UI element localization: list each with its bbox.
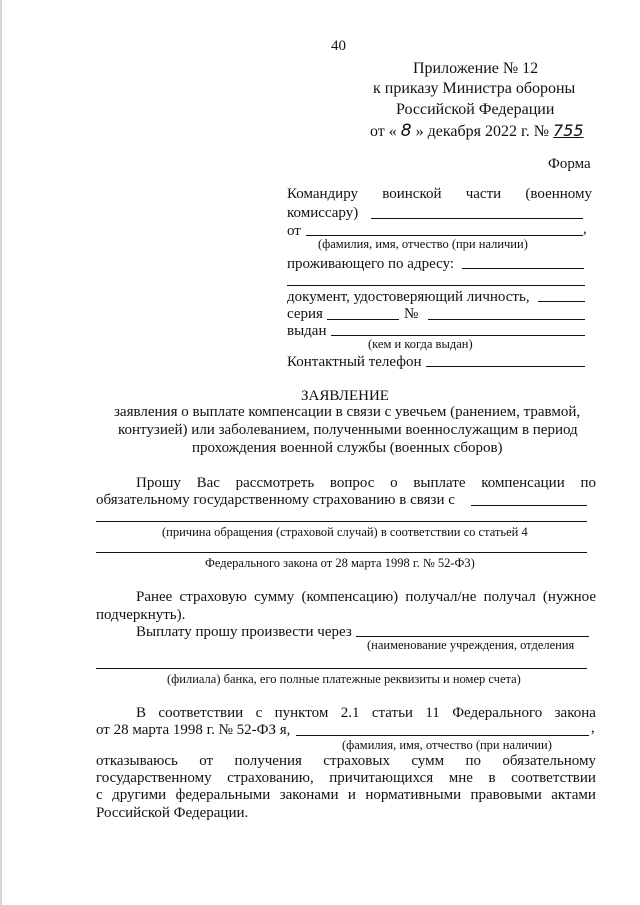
p2-word: получал: [483, 589, 536, 605]
para3-line4: [96, 770, 596, 787]
p3-word: другими: [112, 787, 167, 803]
p2-word: Ранее: [136, 589, 173, 605]
p3-word: причитающихся: [329, 770, 434, 786]
p1-word: о: [390, 475, 398, 491]
appendix-order-line: к приказу Министра обороны: [373, 80, 576, 97]
p2-word: (нужное: [542, 589, 596, 605]
p3-word: соответствии: [158, 705, 244, 721]
para3-line5: [96, 787, 596, 804]
address-field-1: [462, 268, 584, 269]
p3-word: государственному: [96, 770, 212, 786]
appendix-federation-line: Российской Федерации: [396, 101, 555, 118]
date-rest: » декабря 2022 г. №: [415, 123, 550, 140]
p1-word: по: [580, 475, 596, 491]
p3-word: страховых: [323, 753, 390, 769]
p1-word: компенсации: [481, 475, 565, 491]
p1-word: вопрос: [329, 475, 375, 491]
p3-word: получения: [234, 753, 302, 769]
series-label: серия: [287, 306, 323, 322]
p3-word: с: [96, 787, 103, 803]
p3-word: от: [199, 753, 214, 769]
statement-subtitle-1: заявления о выплате компенсации в связи с увечьем (ранением, травмой,: [114, 404, 581, 420]
number-field: [428, 319, 585, 320]
p3-word: Федерального: [452, 705, 543, 721]
p1-word: выплате: [413, 475, 466, 491]
law-hint: Федерального закона от 28 марта 1998 г. № 52-ФЗ): [205, 556, 475, 570]
p3-word: статьи: [371, 705, 413, 721]
p3-word: пунктом: [274, 705, 329, 721]
bank-hint-1: (наименование учреждения, отделения: [367, 638, 575, 652]
p3-word: страхованию,: [227, 770, 314, 786]
phone-label: Контактный телефон: [287, 354, 422, 370]
p3-word: законами: [279, 787, 339, 803]
bank-field-1: [356, 636, 589, 637]
p3-word: 11: [425, 705, 440, 721]
document-label: документ, удостоверяющий личность,: [287, 289, 530, 305]
issued-label: выдан: [287, 323, 327, 339]
bank-hint-2: (филиала) банка, его полные платежные реквизиты и номер счета): [167, 672, 521, 686]
fio-hint: (фамилия, имя, отчество (при наличии): [318, 237, 528, 251]
commissar-label: комиссару): [287, 205, 359, 221]
from-field: [306, 235, 583, 236]
para3-line2: от 28 марта 1998 г. № 52-ФЗ я,: [96, 722, 291, 738]
fio-comma: ,: [591, 720, 595, 736]
para3-line6: Российской Федерации.: [96, 805, 249, 821]
form-label: Форма: [548, 156, 591, 172]
number-label: №: [404, 306, 419, 322]
p3-word: 2.1: [340, 705, 360, 721]
reason-field-3: [96, 552, 587, 553]
para2-line3: Выплату прошу произвести через: [136, 624, 352, 640]
p1-word: Вас: [196, 475, 220, 491]
para1-line2: обязательному государственному страхованию в связи с: [96, 492, 455, 508]
word-military: воинской: [382, 186, 442, 202]
fio-hint-2: (фамилия, имя, отчество (при наличии): [342, 738, 552, 752]
address-field-2: [287, 285, 585, 286]
p3-word: сумм: [411, 753, 445, 769]
series-field: [327, 319, 399, 320]
word-unit: части: [465, 186, 502, 202]
from-label: от: [287, 223, 301, 239]
p1-word: рассмотреть: [235, 475, 315, 491]
p3-word: в: [488, 770, 496, 786]
p2-word: страховую: [179, 589, 247, 605]
reason-field-1: [471, 505, 587, 506]
reason-field-2: [96, 521, 587, 522]
statement-subtitle-3: прохождения военной службы (военных сборов): [192, 440, 503, 456]
p3-word: закона: [554, 705, 596, 721]
phone-field: [426, 366, 585, 367]
document-field: [538, 301, 585, 302]
issued-hint: (кем и когда выдан): [368, 337, 473, 351]
p3-word: актами: [551, 787, 596, 803]
para3-line3: [96, 753, 596, 770]
para1-line1: [136, 475, 596, 492]
fio-field: [296, 735, 589, 736]
commissar-field: [371, 218, 583, 219]
appendix-date-line: [370, 121, 584, 141]
p3-word: по: [465, 753, 481, 769]
p3-word: отказываюсь: [96, 753, 178, 769]
residing-label: проживающего по адресу:: [287, 256, 455, 272]
p2-word: сумму: [254, 589, 295, 605]
p1-word: Прошу: [136, 475, 181, 491]
p3-word: соответствии: [511, 770, 596, 786]
word-military-commissar: (военному: [525, 186, 592, 202]
bank-field-2: [96, 668, 587, 669]
word-commander: Командиру: [287, 186, 359, 202]
p3-word: с: [255, 705, 263, 721]
statement-subtitle-2: контузией) или заболеванием, полученными военнослужащим в период: [118, 422, 578, 438]
p2-word: получал/не: [405, 589, 477, 605]
addressee-line-1: [287, 186, 592, 203]
p3-word: нормативными: [365, 787, 462, 803]
p3-word: обязательному: [502, 753, 596, 769]
p3-word: правовыми: [470, 787, 542, 803]
p3-word: и: [347, 787, 356, 803]
reason-hint: (причина обращения (страховой случай) в соответствии со статьей 4: [162, 525, 528, 539]
page-number: 40: [331, 38, 346, 54]
issued-field: [331, 335, 585, 336]
p3-word: федеральными: [175, 787, 271, 803]
date-prefix: от «: [370, 123, 397, 140]
p3-word: мне: [448, 770, 473, 786]
para2-line2: подчеркнуть).: [96, 607, 186, 623]
para2-line1: [136, 589, 596, 606]
date-day-handwritten: 8: [400, 121, 412, 141]
p2-word: (компенсацию): [301, 589, 399, 605]
appendix-title: Приложение № 12: [413, 60, 539, 77]
statement-title: ЗАЯВЛЕНИЕ: [301, 388, 389, 404]
scan-edge: [0, 0, 2, 905]
order-number-handwritten: 755: [553, 121, 584, 140]
para3-line1: [136, 705, 596, 722]
from-comma: ,: [583, 221, 587, 237]
p3-word: В: [136, 705, 147, 721]
